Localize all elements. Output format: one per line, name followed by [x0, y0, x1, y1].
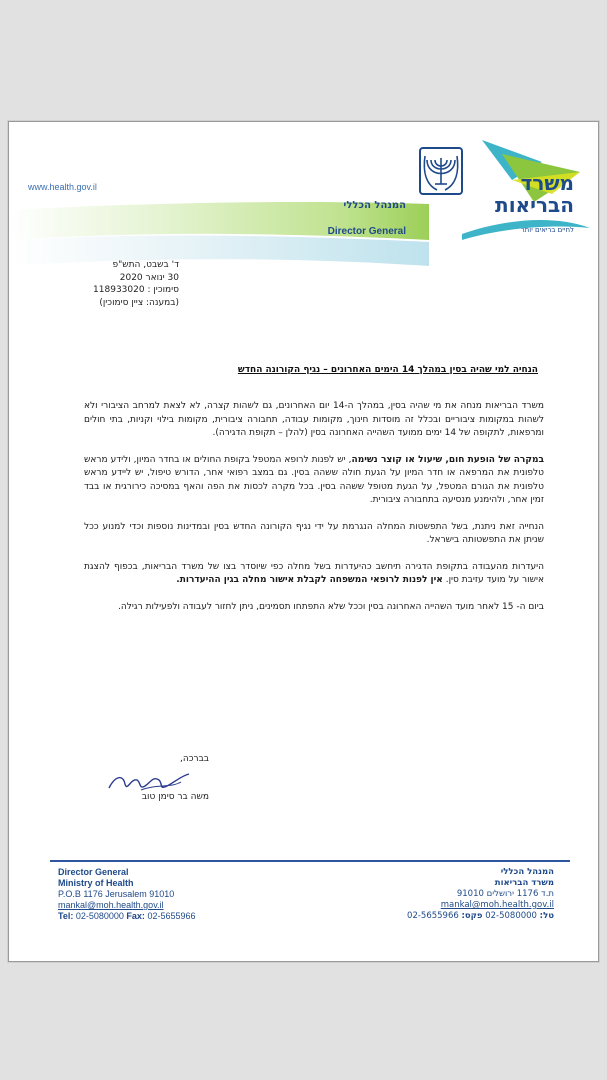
letter-subject: הנחיה למי שהיה בסין במהלך 14 הימים האחרונים – נגיף הקורונה החדש — [237, 365, 538, 375]
body-paragraph-2-rest: , יש לפנות לרופא המטפל בקופת החולים או בחדר המיון, ולידע מראש טלפונית את המרפאה או חדר המיון על הגעת חולה ששהה בסין. גם במצב רפואי אחר, הדורש טיפול, יש ליידע מראש טלפונית את הגורם המטפל, על הגעת מטופל ששהה בסין. בכל מקרה לכסות את הפה והאף במסיכה כירורגית או בבד זמין אחר, ולהימנע מנסיעה בתחבורה ציבורית. — [84, 454, 544, 505]
footer-en-title: Director General — [58, 867, 129, 877]
footer-en-fax: 02-5655966 — [147, 911, 196, 921]
letter-body — [84, 400, 544, 627]
footer-he-ministry: משרד הבריאות — [494, 878, 554, 888]
body-paragraph-4 — [84, 561, 544, 588]
body-paragraph-5: ביום ה- 15 לאחר מועד השהייה האחרונה בסין וככל שלא התפתחו תסמינים, ניתן לחזור לעבודה ולפעילות רגילה. — [118, 601, 544, 612]
signer-name: משה בר סימן טוב — [141, 792, 209, 802]
body-paragraph-4-rest: היעדרות מהעבודה בתקופת הדגירה תיחשב כהיעדרות בשל מחלה כפי שיוסדר בצו של משרד הבריאות, בכפוף להצגת אישור על מועד עזיבת סין. — [84, 561, 544, 585]
footer-en-tel-label: Tel: — [58, 911, 74, 921]
website-url[interactable]: www.health.gov.il — [28, 182, 97, 192]
letter-page — [8, 121, 599, 962]
director-general-english: Director General — [327, 226, 406, 237]
director-general-hebrew: המנהל הכללי — [343, 200, 406, 211]
body-paragraph-1: משרד הבריאות מנחה את מי שהיה בסין, במהלך ה-14 יום האחרונים, גם לשהות קצרה, לא לצאת למרחב הציבורי ולא לשהות במקומות ציבוריים ובכלל זה מוסדות חינוך, מקומות עבודה, תחבורה ציבורית, מקומות בילוי וקניות, בתי חולים ומרפאות, לתקופה של 14 ימים ממועד השהייה האחרונה בסין (להלן – תקופת הדגירה). — [84, 401, 544, 438]
letter-meta — [69, 259, 179, 309]
body-paragraph-3: הנחייה זאת ניתנת, בשל התפשטות המחלה הנגרמת על ידי נגיף הקורונה החדש בסין ובמדינות נוספות וכדי למנוע ככל שניתן את התפשטותה בישראל. — [84, 521, 544, 545]
footer-he-address: ת.ד 1176 ירושלים 91010 — [456, 889, 554, 899]
reference-number: סימוכין : 118933020 — [93, 285, 179, 295]
footer-he-tel-label: טל: — [539, 911, 554, 921]
ministry-name-line1: משרד — [520, 171, 574, 195]
footer-he-title: המנהל הכללי — [500, 867, 554, 877]
footer-he-tel: 02-5080000 — [485, 911, 537, 921]
footer-en-tel: 02-5080000 — [75, 911, 124, 921]
hebrew-date: ד' בשבט, התש"פ — [112, 260, 179, 270]
footer-he-fax: 02-5655966 — [407, 911, 459, 921]
body-paragraph-2 — [84, 454, 544, 508]
ministry-name-line2: הבריאות — [495, 193, 574, 217]
reply-note: (במענה: ציין סימוכין) — [99, 297, 179, 308]
footer-en-phones — [58, 911, 196, 922]
footer-hebrew — [407, 867, 554, 922]
footer-en-ministry: Ministry of Health — [58, 878, 134, 888]
footer-he-fax-label: פקס: — [461, 911, 483, 921]
footer-english — [58, 867, 196, 922]
ministry-slogan: לחיים בריאים יותר — [520, 226, 574, 234]
footer-en-email[interactable]: mankal@moh.health.gov.il — [58, 900, 164, 910]
closing-greeting: בברכה, — [180, 754, 209, 764]
footer-en-address: P.O.B 1176 Jerusalem 91010 — [58, 889, 175, 899]
footer-divider — [50, 860, 570, 862]
footer-he-email[interactable]: mankal@moh.health.gov.il — [440, 900, 554, 910]
ministry-name-hebrew — [495, 172, 574, 216]
footer-he-phones — [407, 911, 554, 922]
gregorian-date: 30 ינואר 2020 — [119, 272, 179, 283]
symptoms-bold-text: במקרה של הופעת חום, שיעול או קוצר נשימה — [351, 454, 544, 465]
sick-note-bold-text: אין לפנות לרופאי המשפחה לקבלת אישור מחלה בגין ההיעדרות. — [176, 575, 443, 585]
footer-en-fax-label: Fax: — [126, 911, 145, 921]
